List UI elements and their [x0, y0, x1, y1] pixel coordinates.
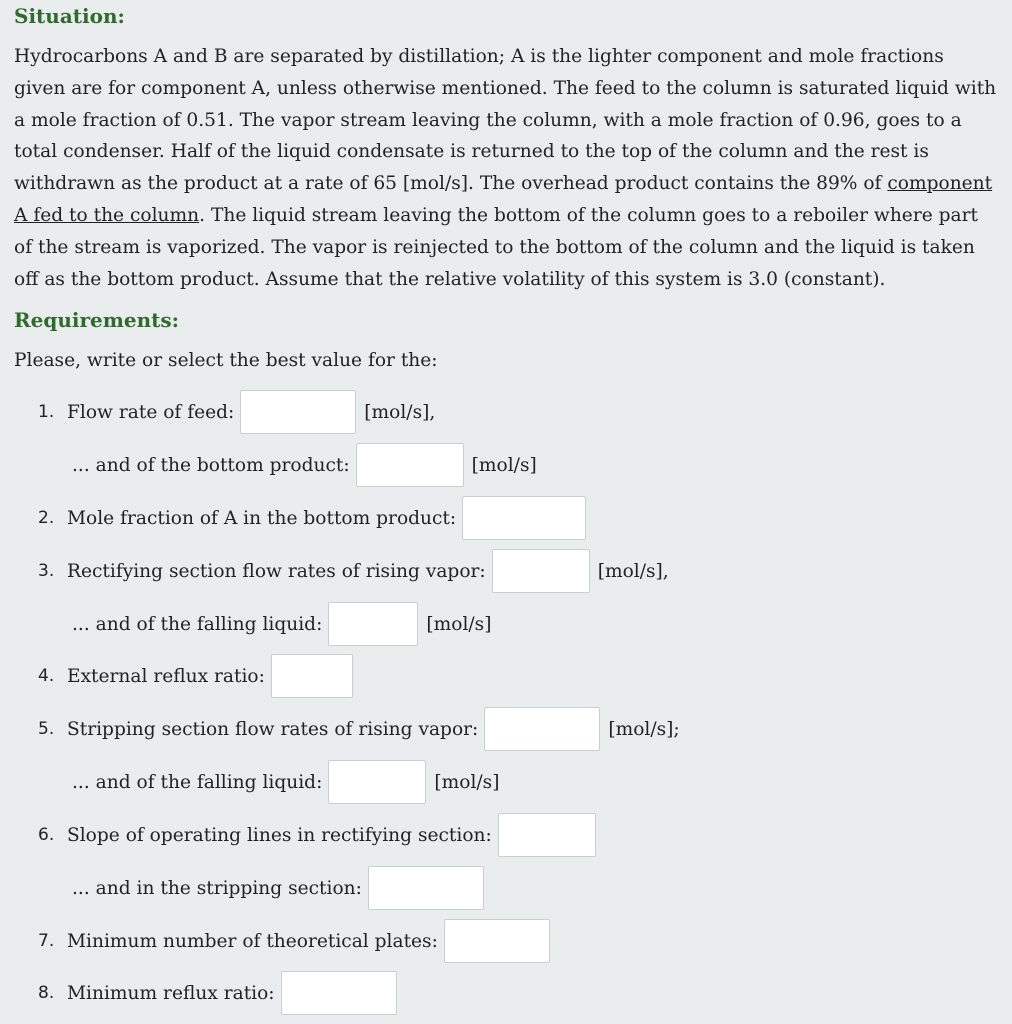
- question-8: [38, 969, 403, 1017]
- question-number: 8.: [38, 983, 55, 1003]
- requirements-heading: Requirements:: [14, 308, 180, 332]
- question-label: Slope of operating lines in rectifying section:: [67, 824, 492, 846]
- question-label: ... and of the falling liquid:: [72, 613, 323, 635]
- stripping-slope-input[interactable]: [368, 866, 484, 910]
- feed-flow-input[interactable]: [240, 390, 356, 434]
- stripping-vapor-input[interactable]: [484, 707, 600, 751]
- question-number: 2.: [38, 508, 55, 528]
- question-7: [38, 917, 556, 965]
- min-plates-input[interactable]: [444, 919, 550, 963]
- question-6b: [72, 864, 490, 912]
- question-2: [38, 494, 592, 542]
- question-number: 5.: [38, 719, 55, 739]
- paragraph-underlined-text: component A fed to the column: [14, 173, 993, 226]
- question-4: [38, 652, 359, 700]
- question-label: Flow rate of feed:: [67, 401, 235, 423]
- question-number: 7.: [38, 931, 55, 951]
- question-1: [38, 388, 436, 436]
- question-3: [38, 547, 669, 595]
- question-number: 4.: [38, 666, 55, 686]
- question-3b: [72, 600, 491, 648]
- bottom-mole-fraction-input[interactable]: [462, 496, 586, 540]
- question-label: Minimum number of theoretical plates:: [67, 930, 438, 952]
- unit-label: [mol/s]: [426, 613, 492, 635]
- rectifying-slope-input[interactable]: [498, 813, 596, 857]
- min-reflux-ratio-input[interactable]: [281, 971, 397, 1015]
- paragraph-text-1: Hydrocarbons A and B are separated by distillation; A is the lighter component and mole fractions given are for component A, unless otherwise mentioned. The feed to the column is saturated liquid with a mole fraction of 0.51. The vapor stream leaving the column, with a mole fraction of 0.96, goes to a total condenser. Half of the liquid condensate is returned to the top of the column and the rest is withdrawn as the product at a rate of 65 [mol/s]. The overhead product contains the 89% of: [14, 46, 997, 195]
- reflux-ratio-input[interactable]: [271, 654, 353, 698]
- rectifying-liquid-input[interactable]: [328, 602, 418, 646]
- question-label: Rectifying section flow rates of rising vapor:: [67, 560, 486, 582]
- question-number: 1.: [38, 402, 55, 422]
- situation-heading: Situation:: [14, 4, 125, 28]
- question-label: External reflux ratio:: [67, 665, 265, 687]
- question-5: [38, 705, 680, 753]
- question-5b: [72, 758, 499, 806]
- situation-paragraph: [14, 41, 998, 295]
- unit-label: [mol/s]: [434, 771, 500, 793]
- question-label: Mole fraction of A in the bottom product:: [67, 507, 457, 529]
- question-6: [38, 811, 602, 859]
- unit-label: [mol/s],: [597, 560, 669, 582]
- question-label: Stripping section flow rates of rising vapor:: [67, 718, 479, 740]
- question-label: ... and of the bottom product:: [72, 454, 350, 476]
- rectifying-vapor-input[interactable]: [492, 549, 590, 593]
- bottom-product-flow-input[interactable]: [356, 443, 464, 487]
- question-label: ... and in the stripping section:: [72, 877, 362, 899]
- unit-label: [mol/s];: [608, 718, 680, 740]
- unit-label: [mol/s],: [364, 401, 436, 423]
- question-label: ... and of the falling liquid:: [72, 771, 323, 793]
- question-label: Minimum reflux ratio:: [67, 982, 275, 1004]
- question-number: 6.: [38, 825, 55, 845]
- question-1b: [72, 441, 537, 489]
- unit-label: [mol/s]: [471, 454, 537, 476]
- requirements-intro: Please, write or select the best value for the:: [14, 350, 438, 371]
- question-number: 3.: [38, 561, 55, 581]
- paragraph-text-2: . The liquid stream leaving the bottom of the column goes to a reboiler where part of the stream is vaporized. The vapor is reinjected to the bottom of the column and the liquid is taken off as the bottom product. Assume that the relative volatility of this system is 3.0 (constant).: [14, 204, 978, 290]
- stripping-liquid-input[interactable]: [328, 760, 426, 804]
